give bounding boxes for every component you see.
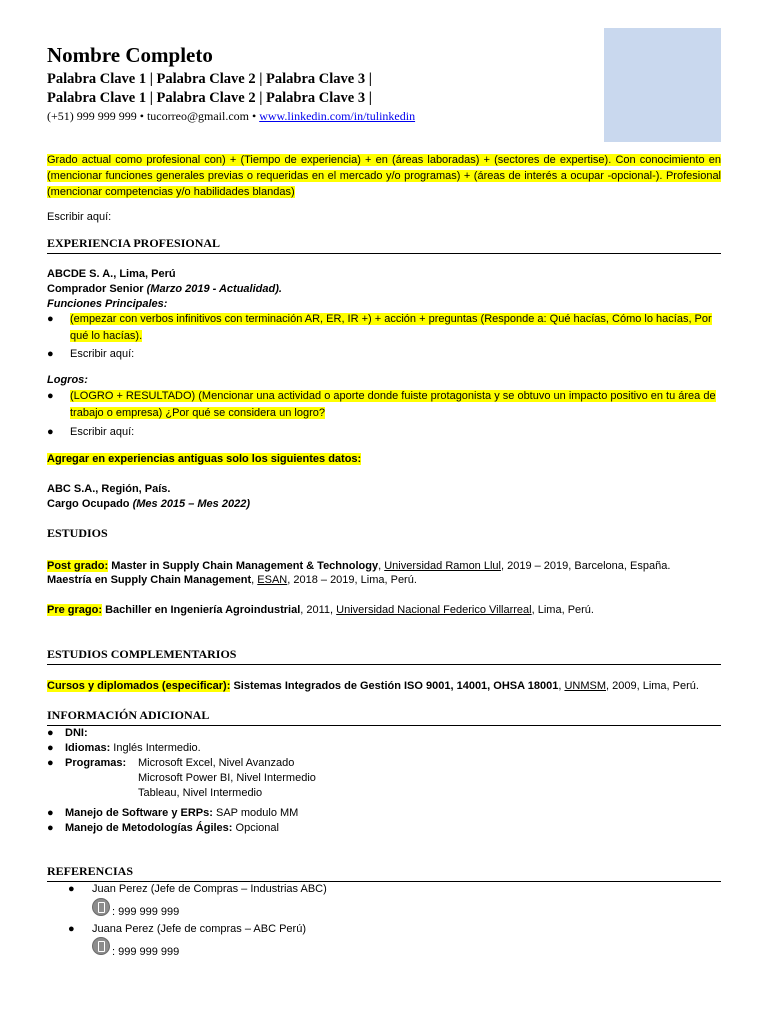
old-role: Cargo Ocupado [47, 498, 130, 510]
summary-text: Grado actual como profesional con) + (Tiempo de experiencia) + en (áreas laboradas) + (sectores de expertise). Con conocimiento en (mencionar funciones generales previas o requeridas en el mercado y/o programas) + (áreas de interés a ocupar -opcional-). Profesional (mencionar competencias y/o habilidades blandas) [47, 154, 721, 198]
complementary-item: Cursos y diplomados (especificar): Sistemas Integrados de Gestión ISO 9001, 14001, OHSA 18001, UNMSM, 2009, Lima, Perú. [47, 680, 699, 692]
linkedin-link[interactable]: www.linkedin.com/in/tulinkedin [259, 109, 416, 123]
contact-line [47, 109, 415, 123]
old-dates: (Mes 2015 – Mes 2022) [132, 498, 250, 510]
bullet: ● [68, 883, 75, 895]
bullet: ● [47, 822, 54, 834]
programs-label: Programas: [65, 757, 127, 769]
achievement-item: Escribir aquí: [70, 426, 135, 438]
section-heading-education: ESTUDIOS [47, 526, 108, 540]
keywords-line-2: Palabra Clave 1 | Palabra Clave 2 | Palabra Clave 3 | [47, 90, 372, 106]
profile-summary [47, 152, 721, 200]
function-item: Escribir aquí: [70, 348, 135, 360]
phone: (+51) 999 999 999 [47, 109, 137, 123]
bullet: ● [47, 727, 54, 739]
post-label: Post grado: [47, 560, 109, 572]
achievement-item: (LOGRO + RESULTADO) (Mencionar una actividad o aporte donde fuiste protagonista y se obtuvo un impacto positivo en tu área de trabajo o empresa) ¿Por qué se considera un logro? [70, 390, 716, 419]
functions-label: Funciones Principales: [47, 298, 168, 310]
section-heading-experience: EXPERIENCIA PROFESIONAL [47, 236, 721, 254]
education-post-1: Post grado: Master in Supply Chain Management & Technology, Universidad Ramon Llul, 2019 – 2019, Barcelona, España. [47, 560, 671, 572]
keywords-line-1: Palabra Clave 1 | Palabra Clave 2 | Palabra Clave 3 | [47, 71, 372, 87]
separator: • [139, 109, 144, 123]
company: ABCDE S. A., Lima, Perú [47, 268, 176, 280]
phone-icon [92, 898, 110, 916]
separator: • [252, 109, 257, 123]
bullet: ● [47, 313, 54, 325]
bullet: ● [47, 807, 54, 819]
education-post-2: Maestría en Supply Chain Management, ESAN, 2018 – 2019, Lima, Perú. [47, 574, 417, 586]
job-dates: (Marzo 2019 - Actualidad). [146, 283, 282, 295]
job-role: Comprador Senior [47, 283, 144, 295]
old-company: ABC S.A., Región, País. [47, 483, 171, 495]
section-heading-complementary: ESTUDIOS COMPLEMENTARIOS [47, 647, 721, 665]
old-experience-note: Agregar en experiencias antiguas solo los siguientes datos: [47, 453, 362, 465]
bullet: ● [68, 923, 75, 935]
program-item: Tableau, Nivel Intermedio [138, 787, 263, 799]
bullet: ● [47, 742, 54, 754]
languages: Idiomas: Inglés Intermedio. [65, 742, 201, 754]
bullet: ● [47, 348, 54, 360]
software-erp: Manejo de Software y ERPs: SAP modulo MM [65, 807, 299, 819]
reference-phone: : 999 999 999 [112, 906, 180, 918]
email: tucorreo@gmail.com [146, 109, 249, 123]
full-name: Nombre Completo [47, 43, 213, 67]
reference-phone: : 999 999 999 [112, 946, 180, 958]
dni-label: DNI: [65, 727, 88, 739]
bullet: ● [47, 426, 54, 438]
summary-write-here: Escribir aquí: [47, 211, 112, 223]
phone-icon [92, 937, 110, 955]
achievements-label: Logros: [47, 374, 88, 386]
reference-name: Juana Perez (Jefe de compras – ABC Perú) [92, 923, 306, 935]
photo-placeholder [604, 28, 721, 142]
program-item: Microsoft Power BI, Nivel Intermedio [138, 772, 316, 784]
reference-name: Juan Perez (Jefe de Compras – Industrias ABC) [92, 883, 327, 895]
old-job-title [47, 497, 250, 511]
pre-label: Pre grago: [47, 604, 103, 616]
education-pre: Pre grago: Bachiller en Ingeniería Agroindustrial, 2011, Universidad Nacional Federico Villarreal, Lima, Perú. [47, 604, 594, 616]
section-heading-references: REFERENCIAS [47, 864, 721, 882]
section-heading-additional: INFORMACIÓN ADICIONAL [47, 708, 721, 726]
bullet: ● [47, 390, 54, 402]
bullet: ● [47, 757, 54, 769]
program-item: Microsoft Excel, Nivel Avanzado [138, 757, 295, 769]
school-link: Universidad Ramon Llul [384, 560, 501, 572]
job-title [47, 282, 282, 296]
function-item: (empezar con verbos infinitivos con terminación AR, ER, IR +) + acción + preguntas (Responde a: Qué hacías, Cómo lo hacías, Por qué lo hacías). [70, 313, 712, 342]
agile: Manejo de Metodologías Ágiles: Opcional [65, 822, 279, 834]
